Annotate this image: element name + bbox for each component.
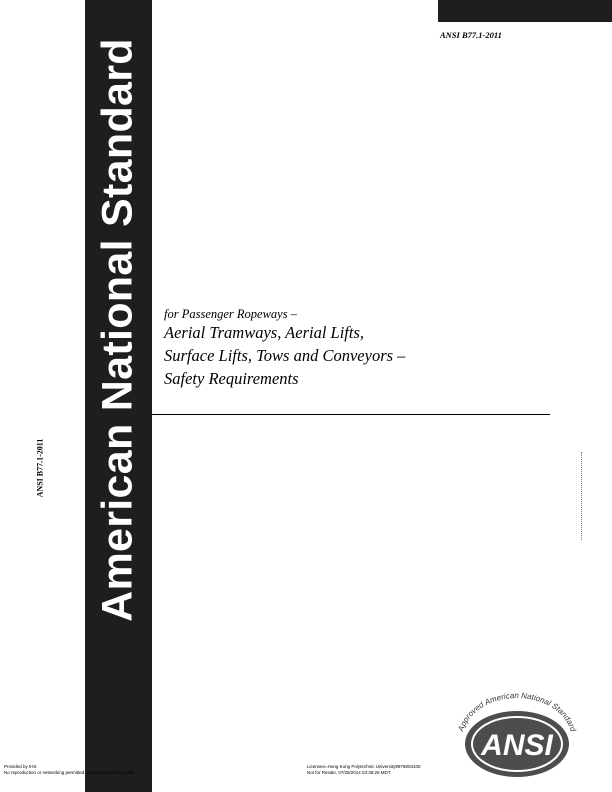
ansi-logo <box>452 680 582 780</box>
standard-number-top: ANSI B77.1-2011 <box>440 30 502 40</box>
footer-right <box>307 764 420 776</box>
logo-mark-text: ANSI <box>481 729 553 762</box>
title-prefix: for Passenger Ropeways – <box>164 307 297 321</box>
footer-right-line-1: Licensee=Hong Kong Polytechnic University9976803100 <box>307 764 421 769</box>
title-line-3: Safety Requirements <box>164 369 299 388</box>
footer-left <box>4 764 134 776</box>
title-line-2: Surface Lifts, Tows and Conveyors – <box>164 346 406 365</box>
footer-right-line-2: Not for Resale, 07/25/2014 03:35:25 MDT <box>307 770 391 775</box>
top-black-box <box>438 0 612 22</box>
title-rule <box>152 414 550 415</box>
spine-standard-number: ANSI B77.1-2011 <box>35 438 45 498</box>
title-line-1: Aerial Tramways, Aerial Lifts, <box>164 323 365 342</box>
ansi-seal-icon <box>452 680 582 780</box>
footer-left-line-2: No reproduction or networking permitted without license from IHS <box>4 770 135 775</box>
side-title: American National Standard <box>93 38 142 622</box>
dotted-margin-line <box>581 452 583 540</box>
footer-left-line-1: Provided by IHS <box>4 764 37 769</box>
logo-arc-text: Approved American National Standard <box>456 691 578 733</box>
